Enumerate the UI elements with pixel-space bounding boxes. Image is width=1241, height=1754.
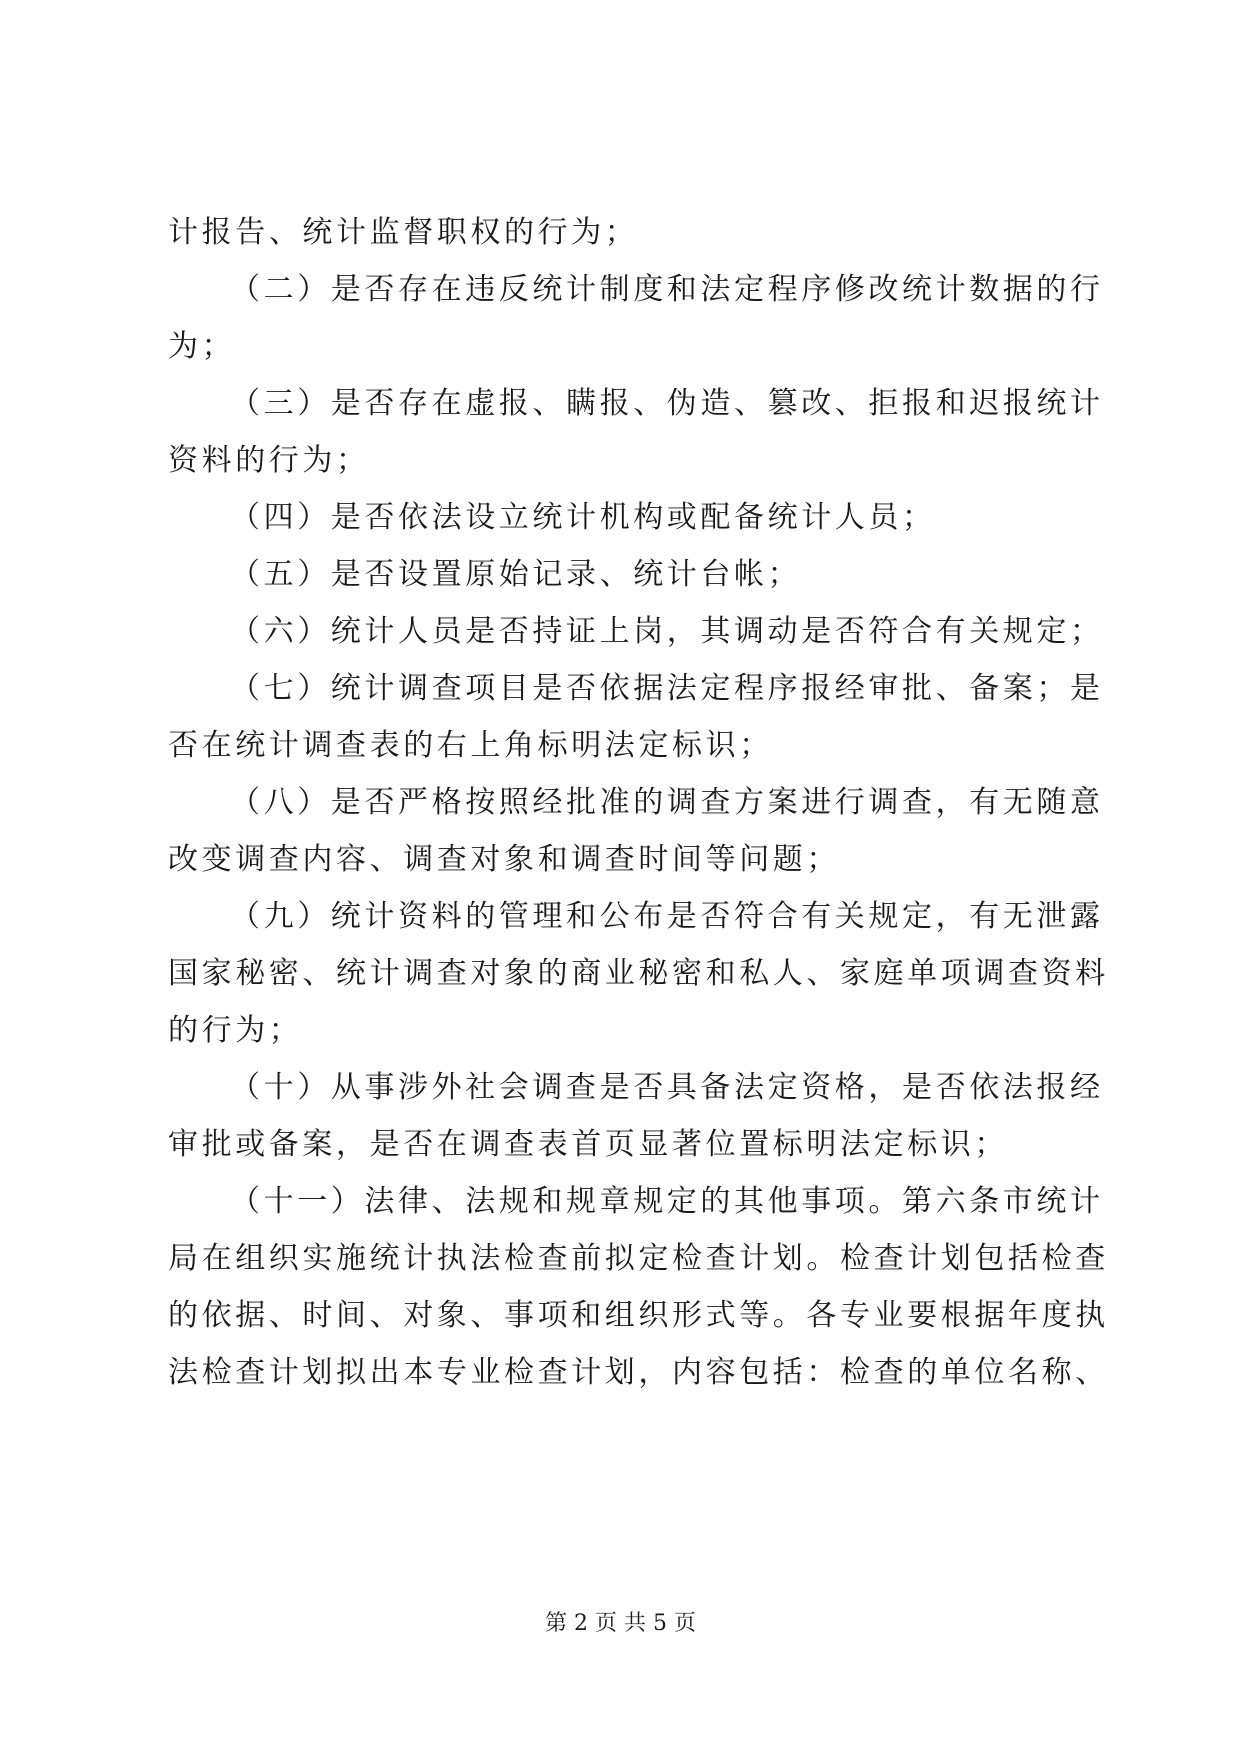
text-line: （四）是否依法设立统计机构或配备统计人员； <box>230 500 936 535</box>
text-line: 审批或备案，是否在调查表首页显著位置标明法定标识； <box>168 1127 1008 1162</box>
text-line: 否在统计调查表的右上角标明法定标识； <box>168 728 773 763</box>
text-line: （九）统计资料的管理和公布是否符合有关规定，有无泄露 <box>230 899 1104 934</box>
text-line: 局在组织实施统计执法检查前拟定检查计划。检查计划包括检查 <box>168 1241 1109 1276</box>
text-line: （十一）法律、法规和规章规定的其他事项。第六条市统计 <box>230 1184 1104 1219</box>
text-line: 法检查计划拟出本专业检查计划，内容包括：检查的单位名称、 <box>168 1355 1109 1390</box>
page-number: 第 2 页 共 5 页 <box>545 1611 696 1636</box>
text-line: （五）是否设置原始记录、统计台帐； <box>230 557 802 592</box>
text-line: 改变调查内容、调查对象和调查时间等问题； <box>168 842 840 877</box>
text-line: 为； <box>168 329 236 364</box>
text-line: （六）统计人员是否持证上岗，其调动是否符合有关规定； <box>230 614 1104 649</box>
text-line: 的依据、时间、对象、事项和组织形式等。各专业要根据年度执 <box>168 1298 1109 1333</box>
text-line: 国家秘密、统计调查对象的商业秘密和私人、家庭单项调查资料 <box>168 956 1109 991</box>
text-line: （七）统计调查项目是否依据法定程序报经审批、备案；是 <box>230 671 1104 706</box>
text-line: 的行为； <box>168 1013 303 1048</box>
text-line: 计报告、统计监督职权的行为； <box>168 215 639 250</box>
text-line: （十）从事涉外社会调查是否具备法定资格，是否依法报经 <box>230 1070 1104 1105</box>
text-line: （三）是否存在虚报、瞒报、伪造、篡改、拒报和迟报统计 <box>230 386 1104 421</box>
text-line: （八）是否严格按照经批准的调查方案进行调查，有无随意 <box>230 785 1104 820</box>
text-line: （二）是否存在违反统计制度和法定程序修改统计数据的行 <box>230 272 1104 307</box>
text-line: 资料的行为； <box>168 443 370 478</box>
